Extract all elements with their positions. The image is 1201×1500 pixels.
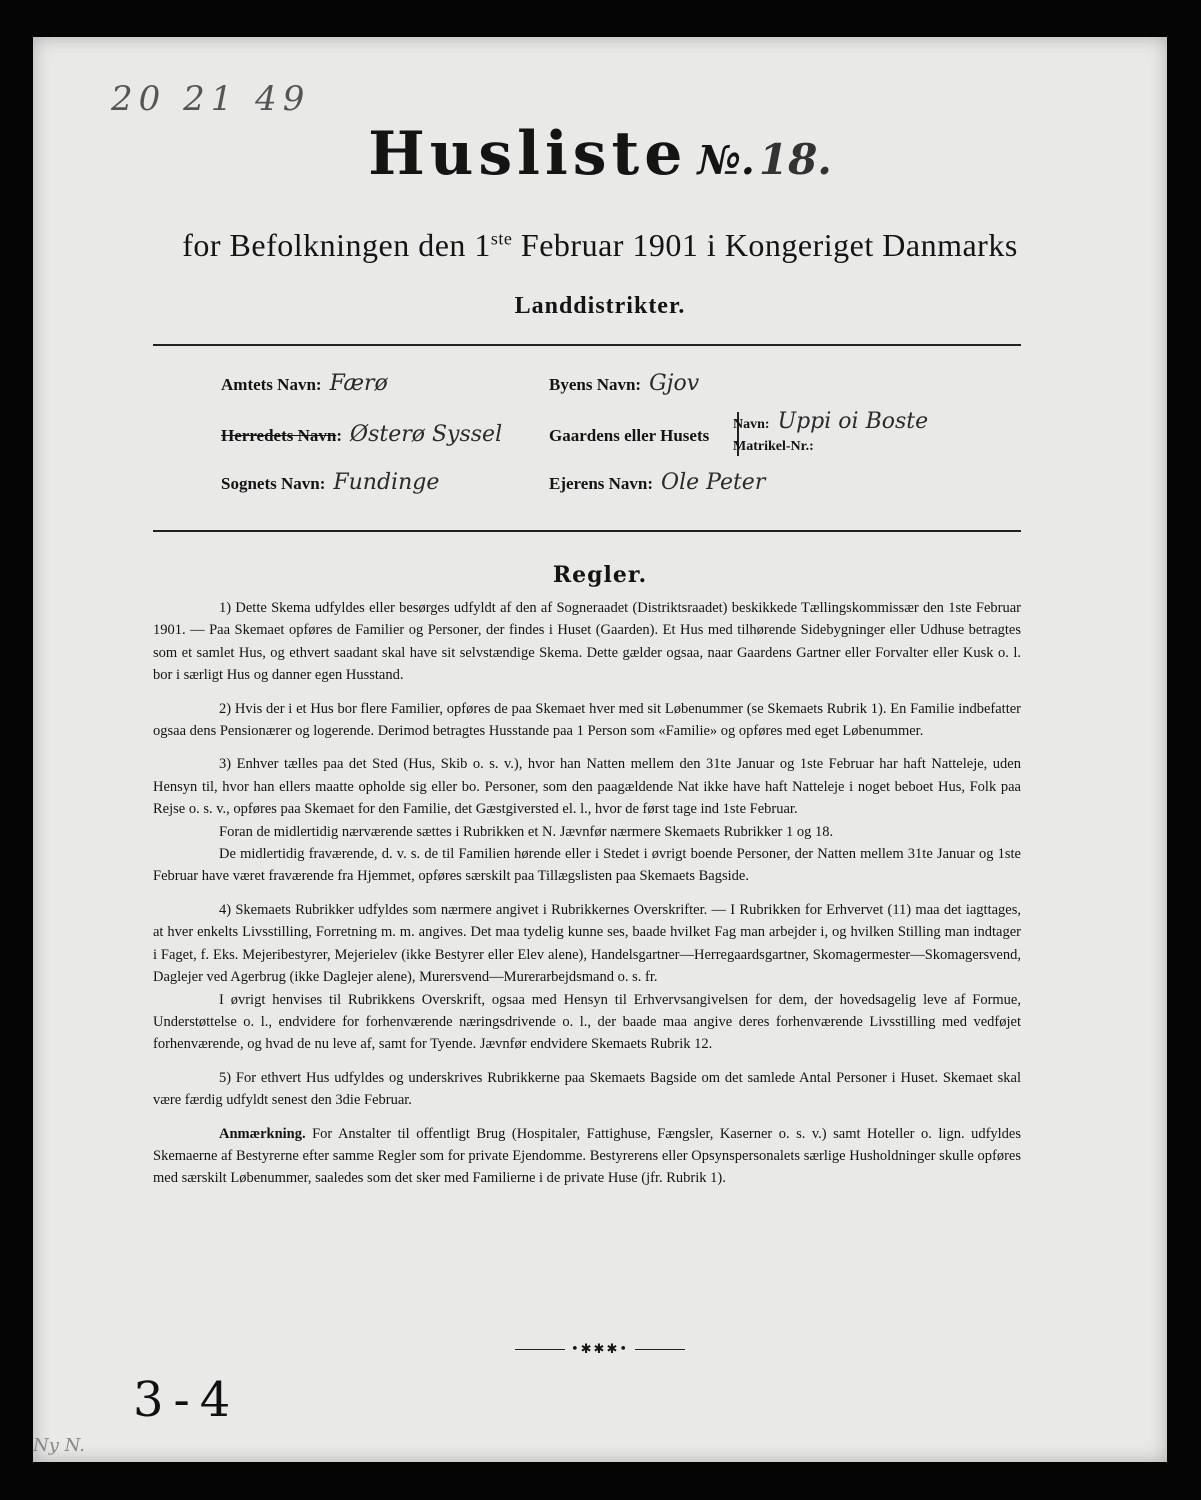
form-title bbox=[33, 119, 1167, 189]
handwritten-page-numbers: 20 21 49 bbox=[111, 79, 311, 119]
subtitle-text-2: Februar 1901 i Kongeriget Danmarks bbox=[512, 227, 1018, 263]
ejer-field bbox=[549, 470, 765, 495]
rules-body bbox=[153, 597, 1021, 1190]
handwritten-faint-note: Ny N. bbox=[33, 1435, 85, 1456]
rule-5: 5) For ethvert Hus udfyldes og underskrives Rubrikkerne paa Skemaets Bagside om det samlede Antal Personer i Huset. Skemaet skal være færdig udfyldt senest den 3die Februar. bbox=[153, 1069, 1021, 1109]
herred-colon: : bbox=[336, 426, 343, 445]
rule-4: 4) Skemaets Rubrikker udfyldes som nærmere angivet i Rubrikkernes Overskrifter. — I Rubrikken for Erhvervet (11) maa det iagttages, at hver enkelts Livsstilling, Forretning m. m. angives. Det maa tydelig kunne ses, baade hvilket Fag man arbejder i, og hvilken Stilling man indtager i Faget, f. Eks. Mejeribestyrer, Mejerielev (ikke Bestyrer eller Elev alene), Handelsgartner—Herregaardsgartner, Skomagermester—Skomagersvend, Daglejer ved Agerbrug (ikke Daglejer alene), Murersvend—Murerarbejdsmand o. s. fr. bbox=[153, 901, 1021, 986]
rules-heading: Regler. bbox=[552, 562, 648, 588]
matrikel-label: Matrikel-Nr.: bbox=[733, 439, 814, 454]
divider-bottom bbox=[153, 530, 1021, 532]
amt-field bbox=[221, 371, 388, 396]
ejer-label: Ejerens Navn: bbox=[549, 474, 654, 493]
rule-3: 3) Enhver tælles paa det Sted (Hus, Skib o. s. v.), hvor han Natten mellem den 31te Januar og 1ste Februar har haft Natteleje, uden Hensyn til, hvor han ellers maatte opholde sig eller bo. Personer, som den paagældende Nat ikke have haft Natteleje i noget beboet Hus, Folk paa Rejse o. s. v., opføres paa Skemaet for den Familie, det Gæstgiversted el. l., hvor de først tage ind 1ste Februar. bbox=[153, 756, 1021, 818]
ornament-glyphs: •✱✱✱• bbox=[570, 1342, 629, 1357]
sogn-label: Sognets Navn: bbox=[221, 474, 326, 493]
rule-3c: De midlertidig fraværende, d. v. s. de til Familien hørende eller i Stedet i øvrigt boende Personer, der Natten mellem 31te Januar og 1ste Februar have været fraværende fra Hjemmet, opføres særskilt paa Tillægslisten paa Skemaets Bagside. bbox=[153, 846, 1021, 885]
sogn-field bbox=[221, 470, 439, 495]
sogn-value: Fundinge bbox=[333, 470, 440, 495]
gaard-navn-value: Uppi oi Boste bbox=[777, 409, 929, 434]
house-number: 18. bbox=[758, 135, 832, 184]
herred-value: Østerø Syssel bbox=[350, 422, 503, 447]
herred-field bbox=[221, 422, 502, 447]
gaard-label: Gaardens eller Husets bbox=[549, 426, 710, 445]
gaard-navn-label: Navn: bbox=[733, 417, 770, 432]
rule-4b: I øvrigt henvises til Rubrikkens Overskrift, ogsaa med Hensyn til Erhvervsangivelsen for dem, der hovedsagelig leve af Formue, Understøttelse o. l., endvidere for forhenværende næringsdrivende o. l., der baade maa angive deres forhenværende Livsstilling med vedføjet forhenværende, og hvad de nu leve af, samt for Tyende. Jævnfør endvidere Skemaets Rubrik 12. bbox=[153, 991, 1021, 1053]
amt-label: Amtets Navn: bbox=[221, 375, 322, 394]
by-field bbox=[549, 371, 699, 396]
amt-value: Færø bbox=[329, 371, 388, 396]
herred-label: Herredets Navn bbox=[221, 426, 337, 445]
census-form-page bbox=[33, 37, 1167, 1462]
rule-1: 1) Dette Skema udfyldes eller besørges udfyldt af den af Sogneraadet (Distriktsraadet) beskikkede Tællingskommissær den 1ste Februar 1901. — Paa Skemaet opføres de Familier og Personer, der findes i Huset (Gaarden). Et Hus med tilhørende Sidebygninger eller Udhuse betragtes som et samlet Hus, og ethvert saadant skal have sit selvstændige Skema. Dette gælder ogsaa, naar Gaardens Gartner eller Forvalter eller Kusk o. l. bor i særligt Hus og danner egen Husstand. bbox=[153, 600, 1021, 684]
gaard-navn-field bbox=[733, 409, 928, 434]
subtitle-text-1: for Befolkningen den 1 bbox=[182, 227, 491, 263]
district-type: Landdistrikter. bbox=[514, 293, 686, 319]
by-value: Gjov bbox=[649, 371, 700, 396]
form-subtitle bbox=[33, 227, 1167, 264]
number-label: №. bbox=[697, 137, 755, 184]
handwritten-bottom-number: 3-4 bbox=[133, 1372, 241, 1428]
rule-3b: Foran de midlertidig nærværende sættes i Rubrikken et N. Jævnfør nærmere Skemaets Rubrikker 1 og 18. bbox=[219, 823, 834, 840]
title-text: Husliste bbox=[368, 119, 688, 189]
ornament bbox=[33, 1342, 1167, 1357]
by-label: Byens Navn: bbox=[549, 375, 642, 394]
note-text: For Anstalter til offentligt Brug (Hospitaler, Fattighuse, Fængsler, Kaserner o. s. v.) samt Hoteller o. lign. udfyldes Skemaerne af Bestyrerne efter samme Regler som for private Ejendomme. Bestyrerens eller Opsynspersonalets særlige Husholdninger skulle opføres med særskilt Løbenummer, saaledes som det sker med Familierne i de private Huse (jfr. Rubrik 1). bbox=[153, 1125, 1021, 1187]
note bbox=[153, 1123, 1021, 1190]
divider-top bbox=[153, 344, 1021, 346]
ejer-value: Ole Peter bbox=[661, 470, 766, 495]
subtitle-sup: ste bbox=[490, 228, 513, 249]
rule-2: 2) Hvis der i et Hus bor flere Familier, opføres de paa Skemaet hver med sit Løbenummer (se Skemaets Rubrik 1). En Familie indbefatter ogsaa dens Pensionærer og logerende. Derimod betragtes Husstande paa 1 Person som «Familie» og opføres med eget Løbenummer. bbox=[153, 700, 1021, 740]
note-label: Anmærkning. bbox=[219, 1125, 306, 1142]
